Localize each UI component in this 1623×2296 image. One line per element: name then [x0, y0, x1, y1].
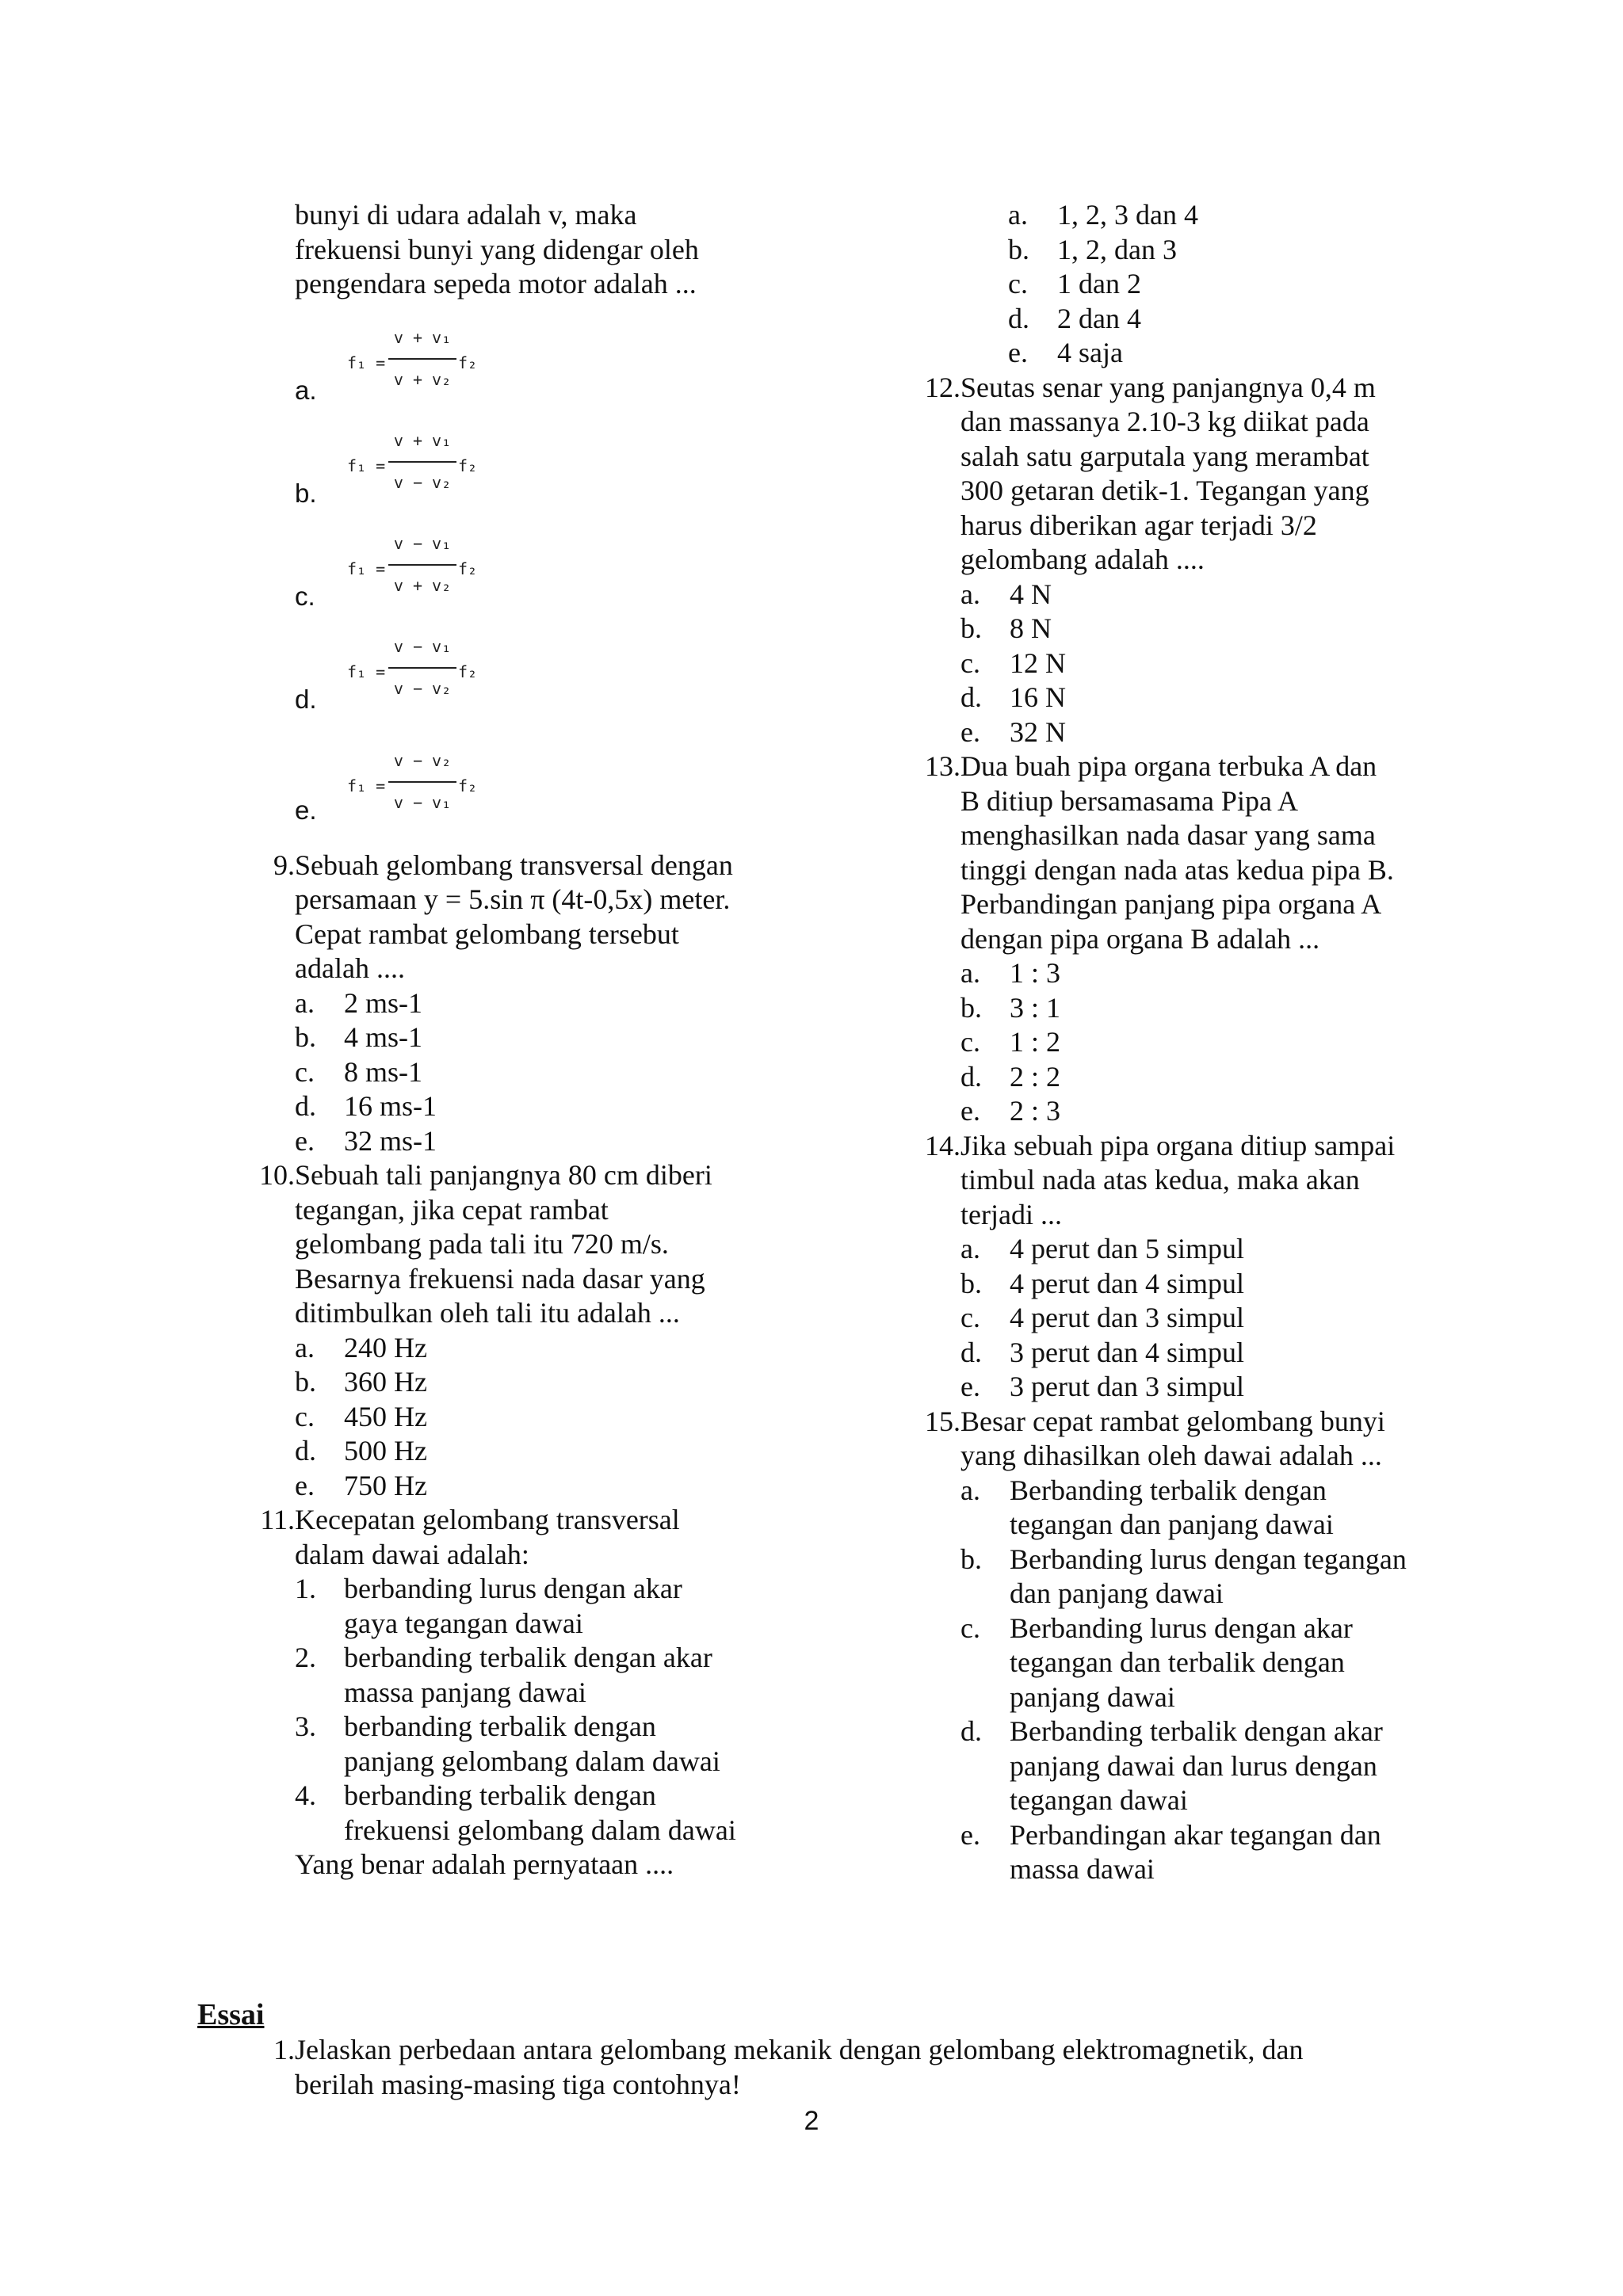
option-a[interactable] — [907, 1474, 1462, 1508]
option-text: tegangan dan panjang dawai — [1010, 1508, 1334, 1540]
option-label: c. — [295, 1055, 315, 1088]
option-c[interactable] — [907, 1025, 1462, 1060]
denominator: v − v₁ — [393, 793, 452, 812]
formula-option-c — [242, 519, 828, 622]
option-text: 360 Hz — [344, 1366, 427, 1398]
option-text: Berbanding terbalik dengan akar — [1010, 1715, 1383, 1747]
option-label: d. — [960, 1715, 982, 1747]
option-e[interactable] — [907, 715, 1462, 750]
option-text: 2 : 3 — [1010, 1095, 1061, 1127]
essay-text: Jelaskan perbedaan antara gelombang mekanik dengan gelombang elektromagnetik, dan — [295, 2034, 1304, 2065]
formula-options — [242, 313, 828, 836]
option-text: 4 N — [1010, 578, 1052, 610]
question-closing: Yang benar adalah pernyataan .... — [295, 1848, 674, 1880]
option-label: b. — [960, 991, 982, 1024]
question-line — [907, 371, 1462, 406]
option-text: 32 ms-1 — [344, 1124, 437, 1157]
formula-rhs: f₂ — [458, 559, 478, 578]
formula-rhs: f₂ — [458, 456, 478, 475]
option-c[interactable] — [907, 1611, 1462, 1646]
option-label: e. — [960, 1095, 980, 1127]
question-number: 10. — [259, 1159, 295, 1191]
fraction — [388, 527, 456, 604]
denominator: v + v₂ — [393, 370, 452, 389]
option-b[interactable] — [907, 233, 1462, 268]
option-e[interactable] — [242, 1124, 828, 1159]
statement-3 — [242, 1710, 828, 1745]
option-label: e. — [960, 1818, 980, 1851]
question-text: tegangan, jika cepat rambat — [295, 1193, 609, 1226]
question-text: Dua buah pipa organa terbuka A dan — [960, 750, 1377, 782]
option-text: 1 dan 2 — [1057, 268, 1141, 299]
option-label: a. — [295, 986, 315, 1019]
statement-text: berbanding lurus dengan akar — [344, 1573, 682, 1604]
statement-label: 1. — [295, 1573, 316, 1604]
fraction — [388, 630, 456, 707]
option-text: 2 : 2 — [1010, 1060, 1061, 1093]
option-label: d. — [960, 681, 982, 713]
question-number: 15. — [925, 1405, 960, 1437]
question-text: salah satu garputala yang merambat — [960, 440, 1369, 472]
option-text: 240 Hz — [344, 1331, 427, 1363]
essay-text: berilah masing-masing tiga contohnya! — [295, 2068, 741, 2100]
formula-option-e — [242, 725, 828, 836]
option-label: c. — [960, 1302, 980, 1333]
option-text: 3 perut dan 3 simpul — [1010, 1371, 1244, 1402]
question-text: timbul nada atas kedua, maka akan — [960, 1164, 1360, 1196]
option-text: 3 : 1 — [1010, 991, 1061, 1024]
question-14 — [907, 1129, 1462, 1405]
option-label: d. — [1008, 302, 1029, 334]
denominator: v + v₂ — [393, 576, 452, 595]
question-text: Besar cepat rambat gelombang bunyi — [960, 1405, 1385, 1437]
option-text: 8 ms-1 — [344, 1055, 422, 1088]
option-text: 32 N — [1010, 715, 1066, 748]
option-d[interactable] — [242, 1089, 828, 1124]
question-text: Seutas senar yang panjangnya 0,4 m — [960, 371, 1376, 403]
option-label: b. — [960, 1543, 982, 1575]
option-label: b. — [295, 479, 317, 508]
question-text: Cepat rambat gelombang tersebut — [295, 917, 679, 950]
formula-rhs: f₂ — [458, 353, 478, 372]
question-line — [242, 1158, 828, 1193]
option-d[interactable] — [907, 1336, 1462, 1371]
option-text: 4 perut dan 5 simpul — [1010, 1233, 1244, 1264]
option-text: 750 Hz — [344, 1469, 427, 1501]
option-b[interactable] — [907, 1267, 1462, 1302]
statement-text: berbanding terbalik dengan — [344, 1711, 656, 1742]
question-15 — [907, 1405, 1462, 1887]
option-b[interactable] — [907, 1543, 1462, 1577]
question-text: adalah .... — [295, 952, 405, 984]
essay-item-1 — [242, 2033, 1430, 2068]
option-label: e. — [960, 715, 980, 748]
question-text: Sebuah tali panjangnya 80 cm diberi — [295, 1159, 712, 1191]
numerator: v + v₁ — [388, 424, 456, 463]
statement-label: 3. — [295, 1711, 316, 1742]
option-text: 4 saja — [1057, 337, 1123, 368]
question-line — [907, 1129, 1462, 1164]
statement-text: massa panjang dawai — [344, 1676, 586, 1708]
fraction — [388, 321, 456, 398]
statement-text: frekuensi gelombang dalam dawai — [344, 1814, 736, 1846]
formula-lhs: f₁ = — [347, 353, 386, 372]
option-label: c. — [960, 1611, 980, 1644]
option-e[interactable] — [242, 1469, 828, 1504]
question-text: dan massanya 2.10-3 kg diikat pada — [960, 406, 1369, 437]
option-label: d. — [295, 1090, 316, 1122]
statement-2 — [242, 1641, 828, 1676]
question-line — [242, 849, 828, 883]
question-text: menghasilkan nada dasar yang sama — [960, 819, 1376, 851]
option-text: 500 Hz — [344, 1435, 427, 1466]
question-text: 300 getaran detik-1. Tegangan yang — [960, 475, 1369, 506]
option-c[interactable] — [907, 267, 1462, 302]
question-line — [242, 1503, 828, 1538]
denominator: v − v₂ — [393, 473, 452, 492]
option-label: b. — [295, 1021, 316, 1053]
question-number: 14. — [925, 1129, 960, 1161]
question-text: Besarnya frekuensi nada dasar yang — [295, 1262, 705, 1295]
question-text: B ditiup bersamasama Pipa A — [960, 784, 1298, 817]
question-text: Jika sebuah pipa organa ditiup sampai — [960, 1129, 1396, 1161]
essay-number: 1. — [273, 2034, 295, 2065]
question-text: terjadi ... — [960, 1198, 1062, 1230]
option-d[interactable] — [242, 1434, 828, 1469]
option-text: 16 ms-1 — [344, 1090, 437, 1122]
question-line — [907, 749, 1462, 784]
question-text: tinggi dengan nada atas kedua pipa B. — [960, 853, 1394, 886]
statement-1 — [242, 1572, 828, 1607]
statement-text: panjang gelombang dalam dawai — [344, 1745, 720, 1777]
left-column — [242, 198, 828, 1882]
option-text: 1, 2, 3 dan 4 — [1057, 199, 1198, 231]
essay-list — [242, 2033, 1430, 2102]
option-d[interactable] — [907, 302, 1462, 337]
option-label: b. — [1008, 233, 1029, 265]
formula-lhs: f₁ = — [347, 662, 386, 681]
question-text: gelombang adalah .... — [960, 543, 1205, 575]
question-9 — [242, 849, 828, 1159]
essay-heading: Essai — [197, 1998, 265, 2031]
option-b[interactable] — [242, 1020, 828, 1055]
fraction — [388, 424, 456, 501]
option-label: e. — [1008, 337, 1028, 368]
option-b[interactable] — [907, 612, 1462, 646]
option-text: 8 N — [1010, 612, 1052, 644]
statement-text: berbanding terbalik dengan akar — [344, 1642, 712, 1673]
statement-text: gaya tegangan dawai — [344, 1607, 583, 1639]
option-a[interactable] — [242, 1331, 828, 1366]
option-label: c. — [295, 582, 315, 611]
question-8-continuation — [242, 198, 828, 302]
text-line: bunyi di udara adalah v, maka — [295, 199, 637, 231]
option-a[interactable] — [907, 578, 1462, 612]
option-label: a. — [960, 1474, 980, 1506]
option-label: e. — [960, 1371, 980, 1402]
right-column — [907, 198, 1462, 1887]
question-text: harus diberikan agar terjadi 3/2 — [960, 509, 1317, 541]
option-text: Berbanding lurus dengan tegangan — [1010, 1543, 1407, 1575]
option-e[interactable] — [907, 1094, 1462, 1129]
numerator: v − v₂ — [388, 744, 456, 784]
option-text: 1 : 2 — [1010, 1026, 1061, 1058]
question-11-options — [907, 198, 1462, 371]
option-label: b. — [295, 1366, 316, 1398]
question-11 — [242, 1503, 828, 1882]
question-number: 9. — [273, 849, 295, 881]
formula-option-a — [242, 313, 828, 416]
option-d[interactable] — [907, 1060, 1462, 1095]
formula-lhs: f₁ = — [347, 456, 386, 475]
option-text: massa dawai — [1010, 1853, 1155, 1885]
option-label: a. — [1008, 199, 1028, 231]
question-text: ditimbulkan oleh tali itu adalah ... — [295, 1297, 680, 1329]
question-text: dengan pipa organa B adalah ... — [960, 922, 1320, 955]
option-text: 2 dan 4 — [1057, 302, 1141, 334]
option-a[interactable] — [907, 1232, 1462, 1267]
option-c[interactable] — [907, 646, 1462, 681]
option-text: dan panjang dawai — [1010, 1577, 1224, 1609]
option-label: e. — [295, 795, 317, 825]
option-label: e. — [295, 1124, 315, 1157]
option-label: a. — [960, 1233, 980, 1264]
option-e[interactable] — [907, 1818, 1462, 1853]
option-a[interactable] — [242, 986, 828, 1021]
statement-label: 4. — [295, 1779, 316, 1811]
question-number: 11. — [260, 1504, 295, 1535]
fraction — [388, 744, 456, 821]
option-text: 12 N — [1010, 646, 1066, 679]
question-text: Kecepatan gelombang transversal — [295, 1504, 680, 1535]
denominator: v − v₂ — [393, 679, 452, 698]
question-line — [907, 1405, 1462, 1440]
option-a[interactable] — [907, 198, 1462, 233]
formula-lhs: f₁ = — [347, 776, 386, 795]
option-text: 4 perut dan 3 simpul — [1010, 1302, 1244, 1333]
option-label: c. — [960, 646, 980, 679]
option-text: Berbanding lurus dengan akar — [1010, 1611, 1353, 1644]
option-text: 1 : 3 — [1010, 957, 1061, 989]
option-label: d. — [295, 685, 317, 714]
option-label: a. — [295, 376, 317, 405]
formula-option-d — [242, 622, 828, 725]
option-b[interactable] — [242, 1365, 828, 1400]
text-line: pengendara sepeda motor adalah ... — [295, 268, 697, 299]
question-text: dalam dawai adalah: — [295, 1538, 529, 1570]
option-b[interactable] — [907, 991, 1462, 1026]
formula-rhs: f₂ — [458, 662, 478, 681]
question-13 — [907, 749, 1462, 1129]
option-label: c. — [960, 1026, 980, 1058]
numerator: v − v₁ — [388, 527, 456, 566]
page-number: 2 — [804, 2106, 819, 2136]
option-label: a. — [960, 957, 980, 989]
question-text: persamaan y = 5.sin π (4t-0,5x) meter. — [295, 883, 731, 915]
statement-4 — [242, 1779, 828, 1814]
option-c[interactable] — [242, 1400, 828, 1435]
option-label: e. — [295, 1469, 315, 1501]
option-e[interactable] — [907, 336, 1462, 371]
formula-option-b — [242, 416, 828, 519]
option-e[interactable] — [907, 1370, 1462, 1405]
option-d[interactable] — [907, 681, 1462, 715]
option-text: 1, 2, dan 3 — [1057, 233, 1177, 265]
option-text: Perbandingan akar tegangan dan — [1010, 1818, 1381, 1851]
option-text: tegangan dawai — [1010, 1784, 1188, 1816]
option-d[interactable] — [907, 1714, 1462, 1749]
option-label: a. — [960, 578, 980, 610]
option-text: 16 N — [1010, 681, 1066, 713]
option-text: Berbanding terbalik dengan — [1010, 1474, 1327, 1506]
question-number: 12. — [925, 371, 960, 403]
numerator: v + v₁ — [388, 321, 456, 360]
option-text: 3 perut dan 4 simpul — [1010, 1336, 1244, 1368]
option-text: panjang dawai — [1010, 1680, 1175, 1713]
formula-rhs: f₂ — [458, 776, 478, 795]
option-text: 4 perut dan 4 simpul — [1010, 1267, 1244, 1299]
question-text: Perbandingan panjang pipa organa A — [960, 888, 1382, 920]
option-label: c. — [295, 1400, 315, 1432]
option-label: d. — [295, 1435, 316, 1466]
option-c[interactable] — [907, 1301, 1462, 1336]
text-line: frekuensi bunyi yang didengar oleh — [295, 233, 699, 265]
option-label: c. — [1008, 268, 1028, 299]
question-number: 13. — [925, 750, 960, 782]
question-12 — [907, 371, 1462, 750]
option-text: 450 Hz — [344, 1400, 427, 1432]
option-text: 4 ms-1 — [344, 1021, 422, 1053]
question-text: gelombang pada tali itu 720 m/s. — [295, 1228, 669, 1260]
statement-label: 2. — [295, 1642, 316, 1673]
question-text: yang dihasilkan oleh dawai adalah ... — [960, 1440, 1382, 1471]
option-text: panjang dawai dan lurus dengan — [1010, 1749, 1377, 1782]
option-label: a. — [295, 1331, 315, 1363]
question-10 — [242, 1158, 828, 1503]
numerator: v − v₁ — [388, 630, 456, 669]
option-text: tegangan dan terbalik dengan — [1010, 1646, 1345, 1678]
formula-lhs: f₁ = — [347, 559, 386, 578]
option-text: 2 ms-1 — [344, 986, 422, 1019]
option-label: b. — [960, 1267, 982, 1299]
question-text: Sebuah gelombang transversal dengan — [295, 849, 733, 881]
option-c[interactable] — [242, 1055, 828, 1090]
option-label: d. — [960, 1336, 982, 1368]
option-a[interactable] — [907, 956, 1462, 991]
option-label: d. — [960, 1060, 982, 1093]
statement-text: berbanding terbalik dengan — [344, 1779, 656, 1811]
option-label: b. — [960, 612, 982, 644]
